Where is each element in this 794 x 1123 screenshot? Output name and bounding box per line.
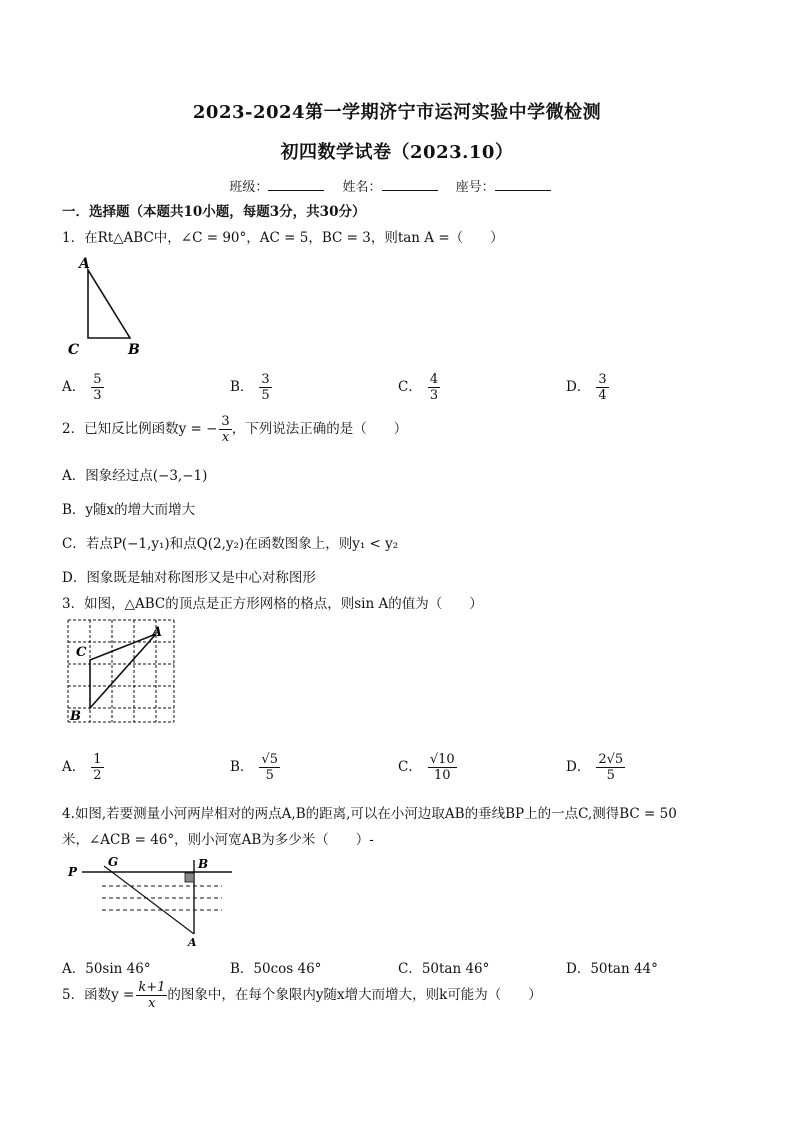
denominator: 5 xyxy=(606,768,615,783)
q2-option-c[interactable]: C．若点P(−1,y₁)和点Q(2,y₂)在函数图象上，则y₁ < y₂ xyxy=(62,536,399,552)
numerator: √10 xyxy=(429,752,455,767)
fraction xyxy=(91,372,103,403)
fraction xyxy=(259,372,271,403)
q3-grid-figure xyxy=(62,616,180,726)
option-letter: B． xyxy=(230,379,254,395)
q5-stem-pre: 5．函数y = xyxy=(62,987,135,1003)
seat-label: 座号： xyxy=(455,180,495,195)
fraction xyxy=(596,372,608,403)
numerator: 5 xyxy=(93,372,102,387)
fraction xyxy=(259,752,280,783)
fraction xyxy=(428,752,457,783)
triangle-shape xyxy=(88,270,130,338)
q1-stem: 1．在Rt△ABC中，∠C = 90°，AC = 5，BC = 3，则tan A =（ ） xyxy=(62,230,504,246)
denominator: x xyxy=(221,430,230,445)
numerator: 4 xyxy=(429,372,439,387)
denominator: 5 xyxy=(261,388,270,403)
option-letter: D． xyxy=(566,379,591,395)
q4-option-b[interactable]: B．50cos 46° xyxy=(230,961,322,977)
numerator: 2√5 xyxy=(598,752,624,767)
q1-option-c[interactable] xyxy=(398,372,440,403)
vertex-b-label: B xyxy=(70,709,81,724)
q2-option-b[interactable]: B．y随x的增大而增大 xyxy=(62,502,196,518)
numerator: 3 xyxy=(261,372,270,387)
q2-option-a[interactable]: A．图象经过点(−3,−1) xyxy=(62,468,208,484)
denominator: 5 xyxy=(265,768,274,783)
class-blank[interactable] xyxy=(268,178,324,191)
q2-stem-post: ，下列说法正确的是（ ） xyxy=(231,421,408,437)
numerator: 3 xyxy=(598,372,607,387)
vertex-c-label: C xyxy=(68,342,80,358)
class-label: 班级： xyxy=(229,180,269,195)
vertex-a-label: A xyxy=(152,625,163,640)
sight-line xyxy=(104,866,194,934)
denominator: 4 xyxy=(598,388,607,403)
q4-option-a[interactable]: A．50sin 46° xyxy=(62,961,151,977)
triangle-abc xyxy=(90,634,156,708)
fraction xyxy=(136,980,167,1011)
q4-stem-line2: 米，∠ACB = 46°，则小河宽AB为多少米（ ）- xyxy=(62,832,374,848)
numerator: 1 xyxy=(93,752,102,767)
option-letter: C． xyxy=(398,759,422,775)
fraction xyxy=(91,752,103,783)
fraction xyxy=(596,752,625,783)
option-letter: D． xyxy=(566,759,591,775)
point-a-label: A xyxy=(188,936,197,948)
point-b-label: B xyxy=(198,857,209,871)
exam-subtitle: 初四数学试卷（2023.10） xyxy=(280,142,514,163)
q4-option-c[interactable]: C．50tan 46° xyxy=(398,961,490,977)
right-angle-marker xyxy=(185,873,194,882)
denominator: x xyxy=(148,996,156,1011)
q4-river-figure xyxy=(62,852,238,948)
q1-option-a[interactable] xyxy=(62,372,104,403)
q3-option-c[interactable] xyxy=(398,752,457,783)
q3-option-b[interactable] xyxy=(230,752,280,783)
exam-title: 2023-2024第一学期济宁市运河实验中学微检测 xyxy=(192,102,602,123)
vertex-b-label: B xyxy=(128,342,140,358)
q5-stem xyxy=(62,980,542,1011)
denominator: 10 xyxy=(433,768,451,783)
denominator: 3 xyxy=(93,388,102,403)
q3-option-d[interactable] xyxy=(566,752,625,783)
q3-stem: 3．如图，△ABC的顶点是正方形网格的格点，则sin A的值为（ ） xyxy=(62,596,483,612)
q2-option-d[interactable]: D．图象既是轴对称图形又是中心对称图形 xyxy=(62,570,316,586)
option-letter: C． xyxy=(398,379,422,395)
section-heading: 一．选择题（本题共10小题，每题3分，共30分） xyxy=(62,204,366,220)
point-g-label: G xyxy=(108,855,119,869)
q2-stem-pre: 2．已知反比例函数y = − xyxy=(62,421,218,437)
numerator: 3 xyxy=(221,414,230,429)
name-label: 姓名： xyxy=(342,180,382,195)
q1-option-d[interactable] xyxy=(566,372,609,403)
q3-option-a[interactable] xyxy=(62,752,104,783)
numerator: √5 xyxy=(261,752,278,767)
name-blank[interactable] xyxy=(382,178,438,191)
q1-triangle-figure xyxy=(62,252,158,360)
q4-option-d[interactable]: D．50tan 44° xyxy=(566,961,658,977)
option-letter: A． xyxy=(62,379,86,395)
denominator: 2 xyxy=(93,768,102,783)
q4-stem-line1: 4.如图,若要测量小河两岸相对的两点A,B的距离,可以在小河边取AB的垂线BP上的一点C,测得BC = 50 xyxy=(62,806,677,822)
q5-stem-post: 的图象中，在每个象限内y随x增大而增大，则k可能为（ ） xyxy=(167,987,542,1003)
seat-blank[interactable] xyxy=(495,178,551,191)
denominator: 3 xyxy=(429,388,439,403)
option-letter: B． xyxy=(230,759,254,775)
student-info-row xyxy=(0,176,794,195)
point-p-label: P xyxy=(68,865,78,879)
fraction xyxy=(219,414,231,445)
vertex-c-label: C xyxy=(76,645,87,660)
option-letter: A． xyxy=(62,759,86,775)
vertex-a-label: A xyxy=(79,256,90,272)
river-water-lines xyxy=(102,886,222,910)
q1-option-b[interactable] xyxy=(230,372,272,403)
numerator: k+1 xyxy=(138,980,166,995)
q2-stem xyxy=(62,414,407,445)
fraction xyxy=(428,372,440,403)
